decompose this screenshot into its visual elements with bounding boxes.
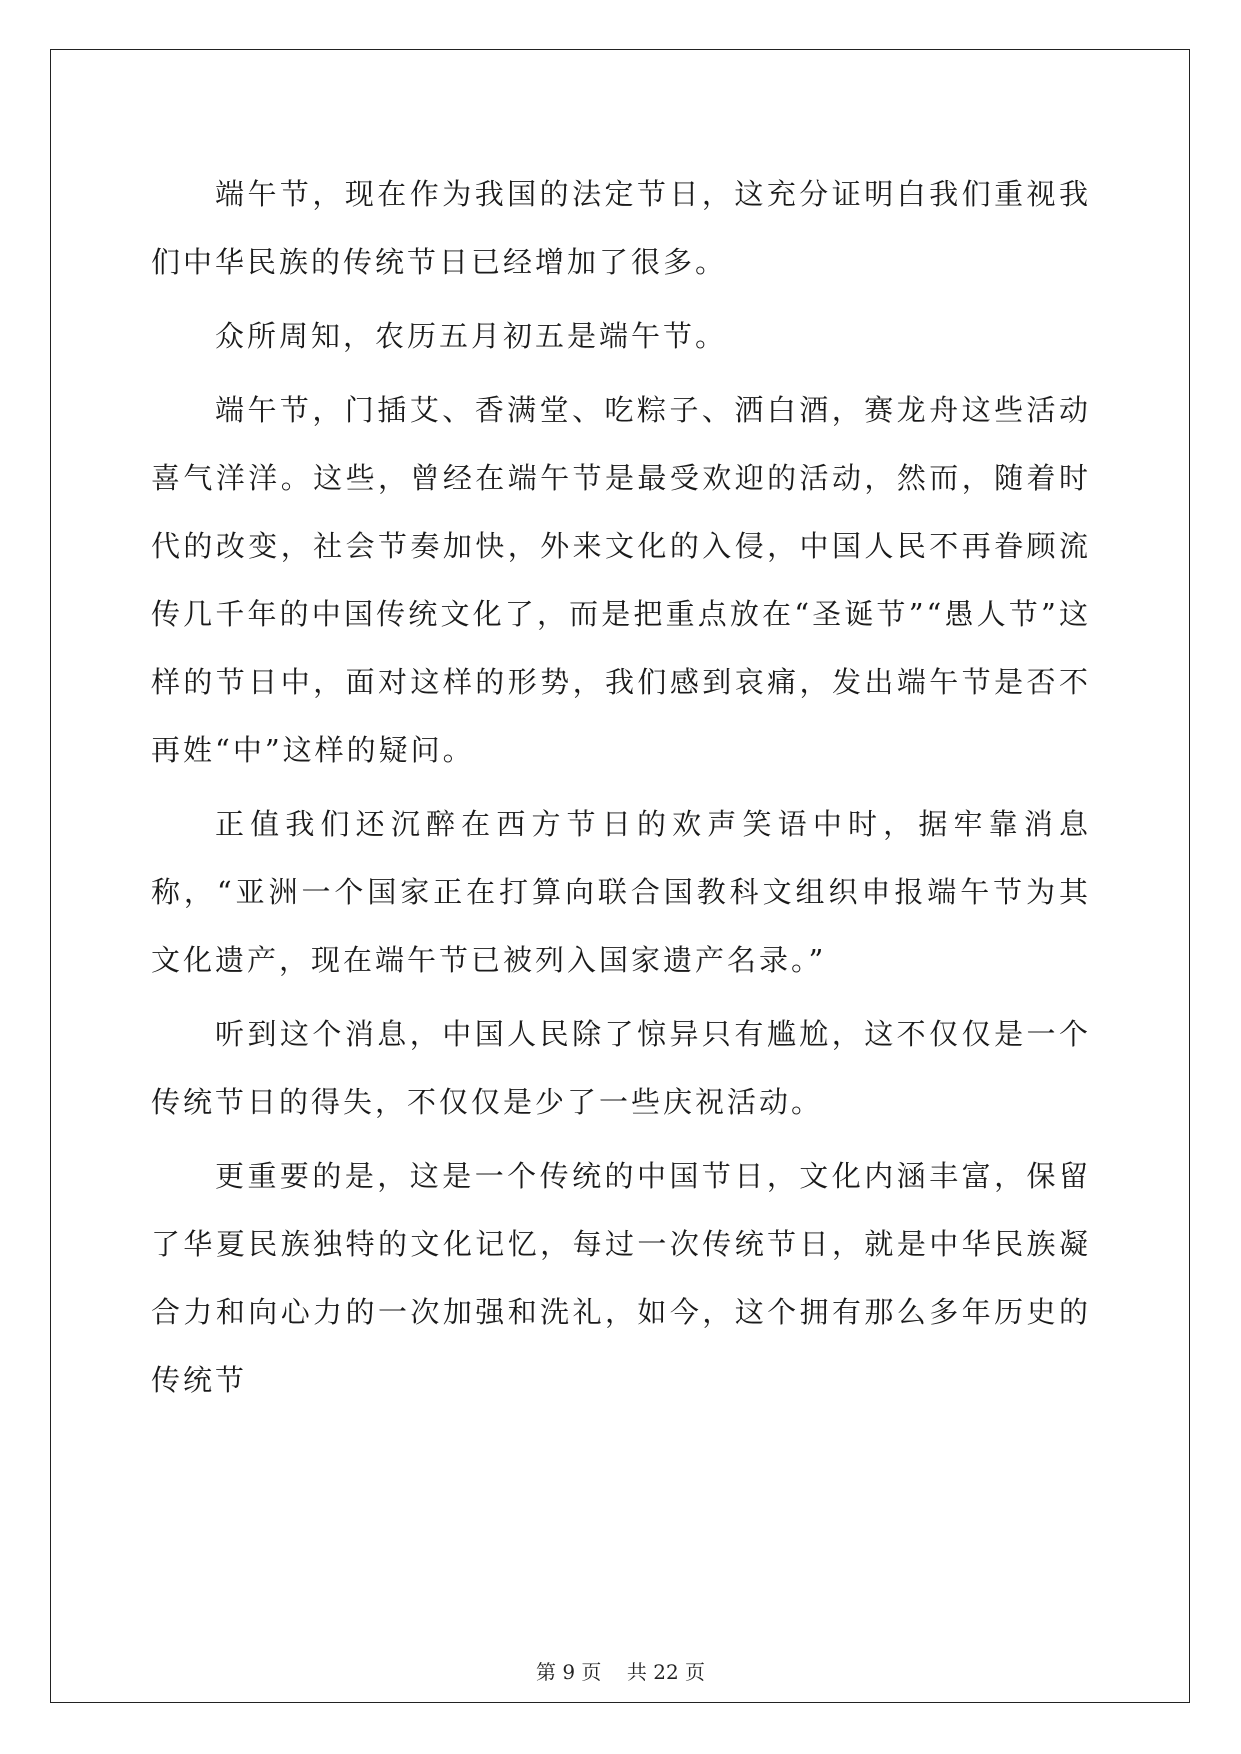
document-body bbox=[151, 160, 1091, 1420]
paragraph: 正值我们还沉醉在西方节日的欢声笑语中时，据牢靠消息称，“亚洲一个国家正在打算向联合国教科文组织申报端午节为其文化遗产，现在端午节已被列入国家遗产名录。” bbox=[151, 807, 1091, 977]
page-total: 共 22 页 bbox=[626, 1660, 706, 1684]
paragraph: 更重要的是，这是一个传统的中国节日，文化内涵丰富，保留了华夏民族独特的文化记忆，每过一次传统节日，就是中华民族凝合力和向心力的一次加强和洗礼，如今，这个拥有那么多年历史的传统节 bbox=[151, 1159, 1091, 1397]
paragraph: 听到这个消息，中国人民除了惊异只有尴尬，这不仅仅是一个传统节日的得失，不仅仅是少了一些庆祝活动。 bbox=[151, 1017, 1091, 1119]
paragraph: 端午节，门插艾、香满堂、吃粽子、洒白酒，赛龙舟这些活动喜气洋洋。这些，曾经在端午节是最受欢迎的活动，然而，随着时代的改变，社会节奏加快，外来文化的入侵，中国人民不再眷顾流传几千年的中国传统文化了，而是把重点放在“圣诞节”“愚人节”这样的节日中，面对这样的形势，我们感到哀痛，发出端午节是否不再姓“中”这样的疑问。 bbox=[151, 393, 1091, 767]
paragraph: 众所周知，农历五月初五是端午节。 bbox=[215, 319, 728, 353]
page-number: 第 9 页 bbox=[535, 1660, 602, 1684]
paragraph: 端午节，现在作为我国的法定节日，这充分证明白我们重视我们中华民族的传统节日已经增加了很多。 bbox=[151, 177, 1091, 279]
page-footer bbox=[0, 1656, 1241, 1685]
